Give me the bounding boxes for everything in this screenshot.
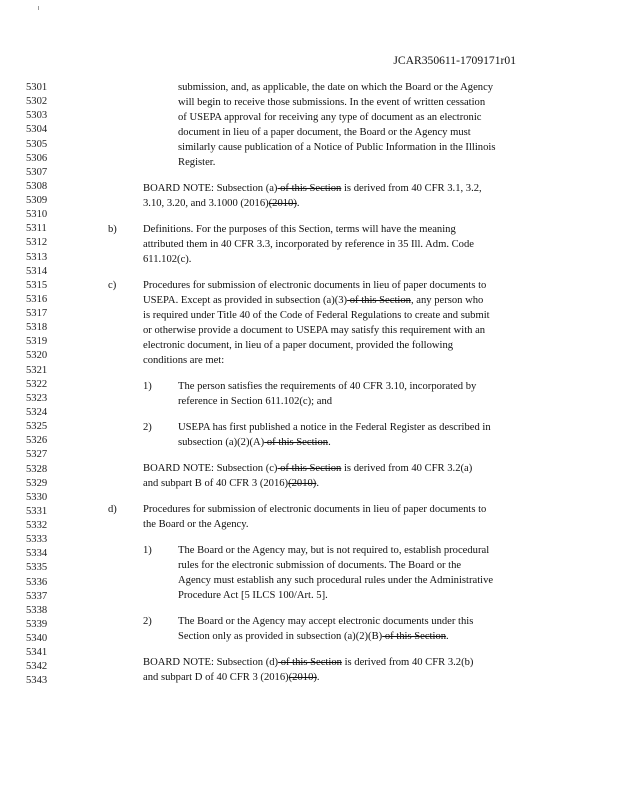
line-number: 5329 xyxy=(26,477,48,489)
body-line: The Board or the Agency may, but is not required to, establish procedural xyxy=(178,545,490,556)
body-line: Procedures for submission of electronic documents in lieu of paper documents to xyxy=(143,504,487,515)
line-number: 5323 xyxy=(26,392,48,404)
line-number: 5312 xyxy=(26,237,48,249)
item-label: 2) xyxy=(143,422,152,433)
line-number: 5335 xyxy=(26,562,48,574)
line-number: 5317 xyxy=(26,308,48,320)
body-line: conditions are met: xyxy=(143,355,225,366)
body-line: is required under Title 40 of the Code of Federal Regulations to create and submit xyxy=(143,310,490,321)
line-number: 5316 xyxy=(26,293,48,305)
body-line: USEPA has first published a notice in the Federal Register as described in xyxy=(178,422,491,433)
line-number: 5341 xyxy=(26,647,48,659)
body-line: rules for the electronic submission of documents. The Board or the xyxy=(178,560,462,571)
body-line: The person satisfies the requirements of 40 CFR 3.10, incorporated by xyxy=(178,381,477,392)
body-line: attributed them in 40 CFR 3.3, incorporated by reference in 35 Ill. Adm. Code xyxy=(143,239,474,250)
body-line: document in lieu of a paper document, the Board or the Agency must xyxy=(178,127,471,138)
subsection-label-b: b) xyxy=(108,224,117,235)
line-number: 5327 xyxy=(26,449,48,461)
document-id: JCAR350611-1709171r01 xyxy=(393,54,516,67)
strikethrough-text: (2010) xyxy=(288,478,317,489)
line-number: 5332 xyxy=(26,520,48,532)
line-number: 5313 xyxy=(26,251,48,263)
line-number: 5308 xyxy=(26,180,48,192)
body-line: the Board or the Agency. xyxy=(143,519,249,530)
strikethrough-text: (2010) xyxy=(268,198,297,209)
body-line: 611.102(c). xyxy=(143,254,192,265)
board-note: BOARD NOTE: Subsection (c) of this Section is derived from 40 CFR 3.2(a) xyxy=(143,463,473,474)
body-line: Definitions. For the purposes of this Section, terms will have the meaning xyxy=(143,224,456,235)
body-line: will begin to receive those submissions. In the event of written cessation xyxy=(178,97,486,108)
board-note: and subpart D of 40 CFR 3 (2016)(2010). xyxy=(143,672,320,683)
body-line: subsection (a)(2)(A) of this Section. xyxy=(178,437,331,448)
line-number: 5326 xyxy=(26,435,48,447)
line-number: 5321 xyxy=(26,364,48,376)
line-number: 5314 xyxy=(26,265,48,277)
line-number: 5328 xyxy=(26,463,48,475)
line-number: 5303 xyxy=(26,110,48,122)
line-number: 5319 xyxy=(26,336,48,348)
line-number: 5315 xyxy=(26,279,48,291)
line-number: 5322 xyxy=(26,378,48,390)
body-line: reference in Section 611.102(c); and xyxy=(178,396,333,407)
strikethrough-text: of this Section xyxy=(347,295,411,306)
body-line: electronic document, in lieu of a paper document, provided the following xyxy=(143,340,454,351)
line-number: 5337 xyxy=(26,590,48,602)
item-label: 1) xyxy=(143,545,152,556)
strikethrough-text: of this Section xyxy=(277,463,342,474)
line-number: 5339 xyxy=(26,618,48,630)
line-number: 5333 xyxy=(26,534,48,546)
line-number: 5320 xyxy=(26,350,48,362)
body-line: submission, and, as applicable, the date on which the Board or the Agency xyxy=(178,82,494,93)
line-number: 5307 xyxy=(26,166,48,178)
line-number: 5325 xyxy=(26,421,48,433)
line-number: 5310 xyxy=(26,209,48,221)
line-number: 5301 xyxy=(26,82,48,93)
strikethrough-text: of this Section xyxy=(382,631,447,642)
line-number: 5304 xyxy=(26,124,48,136)
board-note: 3.10, 3.20, and 3.1000 (2016)(2010). xyxy=(143,198,300,209)
body-line: similarly cause publication of a Notice of Public Information in the Illinois xyxy=(178,142,496,153)
body-line: of USEPA approval for receiving any type of document as an electronic xyxy=(178,112,482,123)
strikethrough-text: of this Section xyxy=(277,183,342,194)
subsection-label-d: d) xyxy=(108,504,117,515)
strikethrough-text: of this Section xyxy=(278,657,342,668)
subsection-label-c: c) xyxy=(108,280,117,291)
line-number: 5306 xyxy=(26,152,48,164)
item-label: 2) xyxy=(143,616,152,627)
body-line: Procedure Act [5 ILCS 100/Art. 5]. xyxy=(178,590,328,601)
board-note: BOARD NOTE: Subsection (a) of this Section is derived from 40 CFR 3.1, 3.2, xyxy=(143,183,482,194)
body-line: Section only as provided in subsection (a)(2)(B) of this Section. xyxy=(178,631,449,642)
body-line: Agency must establish any such procedural rules under the Administrative xyxy=(178,575,494,586)
line-number: 5342 xyxy=(26,661,48,673)
item-label: 1) xyxy=(143,381,152,392)
strikethrough-text: (2010) xyxy=(288,672,317,683)
line-number: 5343 xyxy=(26,675,48,687)
line-number: 5334 xyxy=(26,548,48,560)
strikethrough-text: of this Section xyxy=(264,437,329,448)
line-number: 5338 xyxy=(26,604,48,616)
scan-mark xyxy=(38,6,39,10)
line-number: 5309 xyxy=(26,195,48,207)
body-line: Procedures for submission of electronic documents in lieu of paper documents to xyxy=(143,280,487,291)
line-number: 5305 xyxy=(26,138,48,150)
board-note: and subpart B of 40 CFR 3 (2016)(2010). xyxy=(143,478,319,489)
line-number: 5302 xyxy=(26,96,48,108)
body-line: USEPA. Except as provided in subsection (a)(3) of this Section, any person who xyxy=(143,295,484,306)
body-line: The Board or the Agency may accept electronic documents under this xyxy=(178,616,474,627)
body-line: or otherwise provide a document to USEPA may satisfy this requirement with an xyxy=(143,325,486,336)
line-number: 5324 xyxy=(26,406,48,418)
line-number: 5330 xyxy=(26,491,48,503)
line-number: 5331 xyxy=(26,505,48,517)
line-number: 5311 xyxy=(26,223,47,235)
board-note: BOARD NOTE: Subsection (d) of this Section is derived from 40 CFR 3.2(b) xyxy=(143,657,474,668)
line-number: 5318 xyxy=(26,322,48,334)
line-number: 5336 xyxy=(26,576,48,588)
body-line: Register. xyxy=(178,157,216,168)
line-number: 5340 xyxy=(26,633,48,645)
